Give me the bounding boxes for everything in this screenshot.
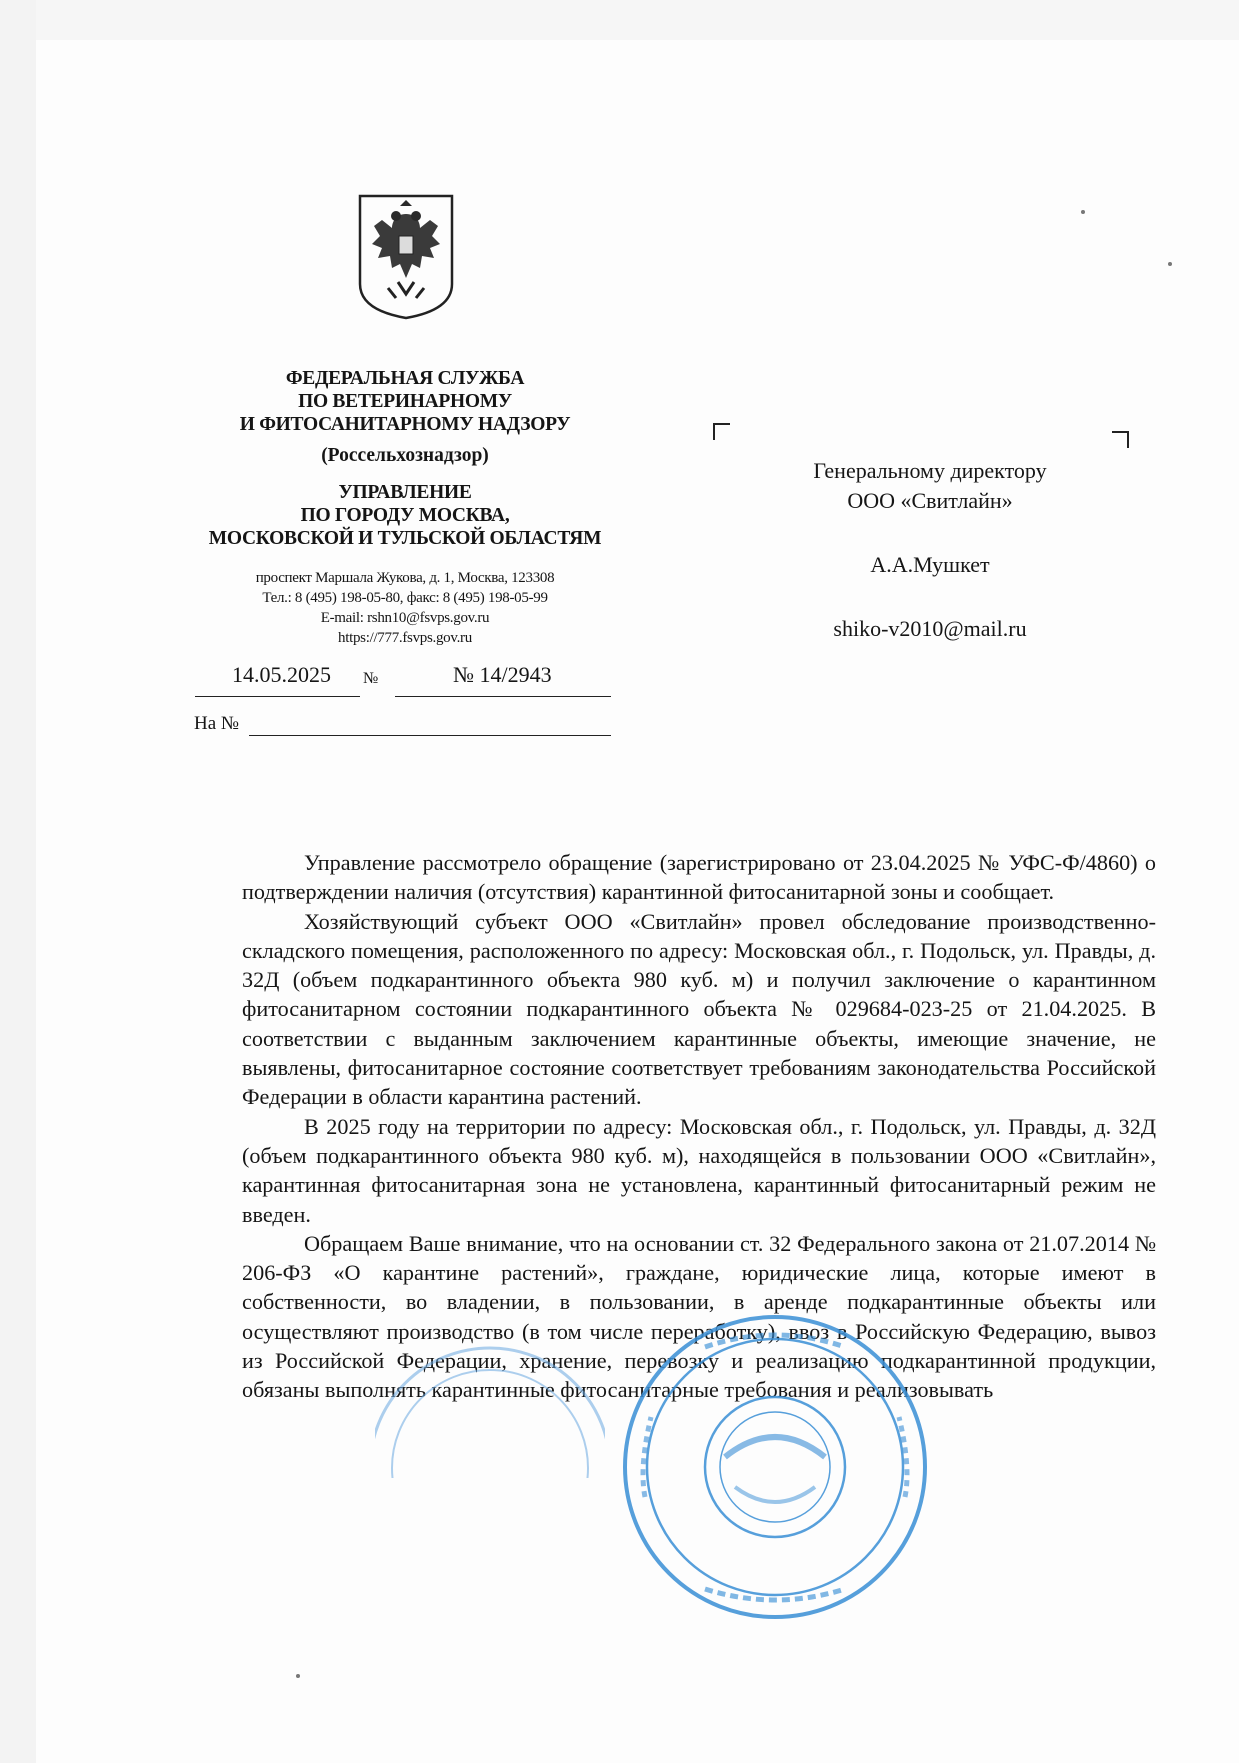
dept-name-line: УПРАВЛЕНИЕ (338, 482, 472, 503)
dept-name-line: МОСКОВСКОЙ И ТУЛЬСКОЙ ОБЛАСТЯМ (208, 528, 602, 549)
addressee (750, 456, 1110, 644)
body-paragraph: В 2025 году на территории по адресу: Московская обл., г. Подольск, ул. Правды, д. 32Д (объем подкарантинного объекта 980 куб. м), находящейся в пользовании ООО «Свитлайн», карантинная фитосанитарная зона не установлена, карантинный фитосанитарный режим не введен. (242, 1113, 1156, 1227)
addressee-company: ООО «Свитлайн» (847, 488, 1013, 513)
reference-underline (249, 735, 611, 736)
contact-email: E-mail: rshn10@fsvps.gov.ru (320, 610, 490, 626)
addressee-email: shiko-v2010@mail.ru (833, 616, 1027, 641)
number-underline (395, 696, 611, 697)
body-paragraph: Обращаем Ваше внимание, что на основании ст. 32 Федерального закона от 21.07.2014 № 206-ФЗ «О карантине растений», граждане, юридические лица, которые имеют в собственности, во владении, в пользовании, в аренде подкарантинные объекты или осуществляют производство (в том числе переработку), ввоз в Российскую Федерацию, вывоз из Российской Федерации, хранение, перевозку и реализацию подкарантинной продукции, обязаны выполнять карантинные фитосанитарные требования и реализовывать (242, 1230, 1156, 1403)
scan-shadow-top (0, 0, 1239, 40)
date-underline (195, 696, 360, 697)
scan-speck (1168, 262, 1172, 266)
address-corner-right (1112, 431, 1129, 448)
reference-number (194, 713, 612, 743)
company-stamp (615, 1307, 935, 1627)
reference-label: На № (194, 713, 240, 734)
addressee-name: А.А.Мушкет (870, 552, 990, 577)
scan-speck (296, 1674, 300, 1678)
body-paragraph: Управление рассмотрело обращение (зарегистрировано от 23.04.2025 № УФС-Ф/4860) о подтверждении наличия (отсутствия) карантинной фитосанитарной зоны и сообщает. (242, 850, 1156, 905)
org-name-line: ПО ВЕТЕРИНАРНОМУ (298, 391, 512, 412)
scan-shadow-left (0, 0, 36, 1763)
number-label: № (363, 670, 379, 687)
outgoing-registration (195, 658, 611, 698)
outgoing-number: № 14/2943 (453, 662, 552, 687)
sender-organization (190, 367, 620, 550)
org-name-line: И ФИТОСАНИТАРНОМУ НАДЗОРУ (239, 414, 571, 435)
body-paragraph: Хозяйствующий субъект ООО «Свитлайн» провел обследование производственно-складского помещения, расположенного по адресу: Московская обл., г. Подольск, ул. Правды, д. 32Д (объем подкарантинного объекта 980 куб. м) и получил заключение о карантинном фитосанитарном состоянии подкарантинного объекта № 029684-023-25 от 21.04.2025. В соответствии с выданным заключением карантинные объекты, имеющие значение, не выявлены, фитосанитарное состояние соответствует требованиям законодательства Российской Федерации в области карантина растений. (242, 908, 1156, 1110)
coat-of-arms-icon (352, 192, 460, 322)
org-short-name: (Россельхознадзор) (321, 445, 489, 466)
sender-contacts (200, 568, 610, 648)
dept-name-line: ПО ГОРОДУ МОСКВА, (300, 505, 510, 526)
scan-speck (1081, 210, 1085, 214)
department (190, 481, 620, 550)
address-corner-left (713, 423, 730, 440)
contact-website: https://777.fsvps.gov.ru (338, 630, 472, 646)
addressee-position: Генеральному директору (813, 458, 1047, 483)
company-stamp-faint (375, 1318, 605, 1478)
contact-address: проспект Маршала Жукова, д. 1, Москва, 123308 (255, 570, 555, 586)
contact-phone: Тел.: 8 (495) 198-05-80, факс: 8 (495) 198-05-99 (262, 590, 548, 606)
outgoing-date: 14.05.2025 (232, 662, 331, 687)
org-name-line: ФЕДЕРАЛЬНАЯ СЛУЖБА (285, 368, 525, 389)
